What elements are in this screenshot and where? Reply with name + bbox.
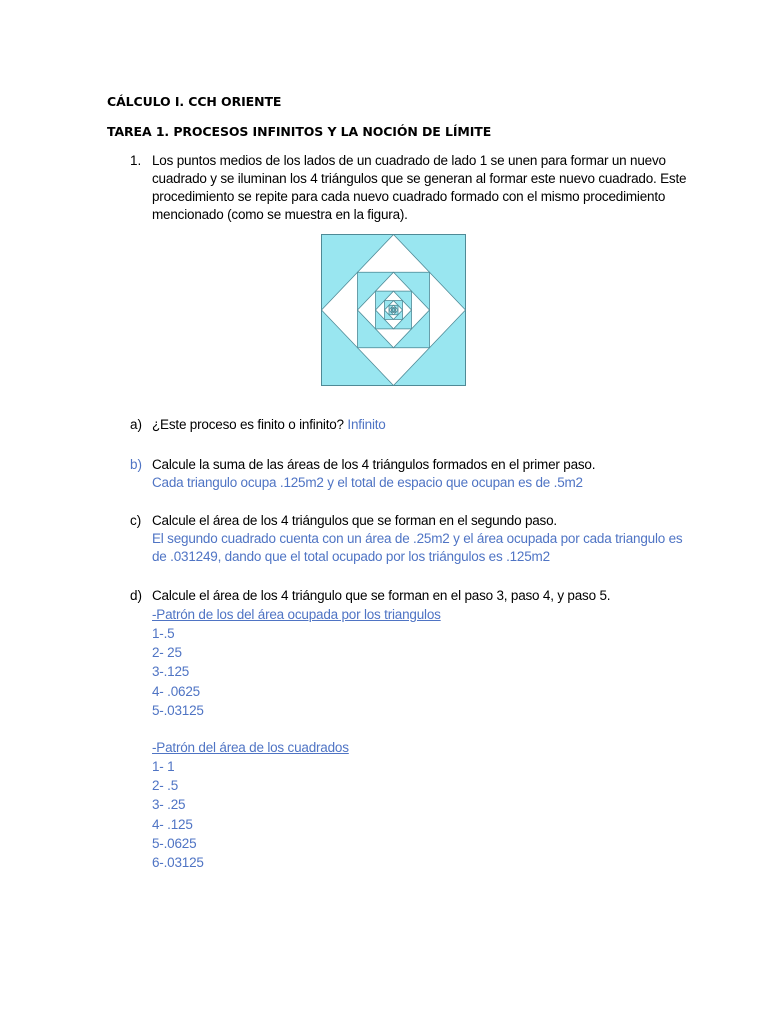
- question-a-marker: a): [130, 417, 143, 432]
- inner-square: [392, 309, 394, 311]
- question-c-answer: [152, 530, 683, 566]
- task-title: TAREA 1. PROCESOS INFINITOS Y LA NOCIÓN DE LÍMITE: [107, 124, 492, 139]
- question-b-answer: Cada triangulo ocupa .125m2 y el total de espacio que ocupan es de .5m2: [152, 475, 583, 490]
- question-a-text: ¿Este proceso es finito o infinito?: [152, 417, 344, 432]
- problem-line: cuadrado y se iluminan los 4 triángulos que se generan al formar este nuevo cuadrado. Este: [152, 171, 687, 186]
- pattern-item: 2- .5: [152, 778, 179, 794]
- answer-line: El segundo cuadrado cuenta con un área de .25m2 y el área ocupada por cada triangulo es: [152, 531, 683, 546]
- problem-line: procedimiento se repite para cada nuevo cuadrado formado con el mismo procedimiento: [152, 189, 666, 204]
- question-d-text: Calcule el área de los 4 triángulo que se forman en el paso 3, paso 4, y paso 5.: [152, 588, 611, 603]
- pattern-item: 2- 25: [152, 645, 182, 661]
- nested-squares-figure: [321, 234, 466, 386]
- pattern-item: 4- .0625: [152, 683, 200, 699]
- problem-line: Los puntos medios de los lados de un cuadrado de lado 1 se unen para formar un nuevo: [152, 153, 666, 168]
- pattern-item: 3-.125: [152, 664, 190, 680]
- problem-line: mencionado (como se muestra en la figura).: [152, 207, 408, 222]
- problem-number: 1.: [130, 153, 142, 168]
- triangles-pattern-heading: -Patrón de los del área ocupada por los triangulos: [152, 607, 441, 622]
- pattern-item: 1-.5: [152, 626, 175, 641]
- pattern-item: 6-.03125: [152, 855, 204, 871]
- question-c-marker: c): [130, 513, 142, 528]
- pattern-item: 4- .125: [152, 816, 193, 832]
- answer-line: de .031249, dando que el total ocupado por los triángulos es .125m2: [152, 549, 550, 564]
- question-c-text: Calcule el área de los 4 triángulos que se forman en el segundo paso.: [152, 513, 557, 528]
- question-d-marker: d): [130, 588, 143, 603]
- document-header: CÁLCULO I. CCH ORIENTE: [107, 94, 282, 109]
- pattern-item: 5-.0625: [152, 835, 197, 851]
- problem-statement: [152, 152, 687, 224]
- pattern-item: 1- 1: [152, 759, 175, 774]
- squares-pattern-heading: -Patrón del área de los cuadrados: [152, 740, 349, 755]
- triangles-pattern: [152, 606, 441, 720]
- pattern-item: 5-.03125: [152, 702, 204, 718]
- question-b-marker: b): [130, 457, 143, 472]
- pattern-item: 3- .25: [152, 797, 186, 813]
- question-a: [152, 416, 386, 434]
- squares-pattern: [152, 739, 349, 872]
- question-a-answer: Infinito: [347, 417, 386, 432]
- question-b-text: Calcule la suma de las áreas de los 4 triángulos formados en el primer paso.: [152, 457, 596, 472]
